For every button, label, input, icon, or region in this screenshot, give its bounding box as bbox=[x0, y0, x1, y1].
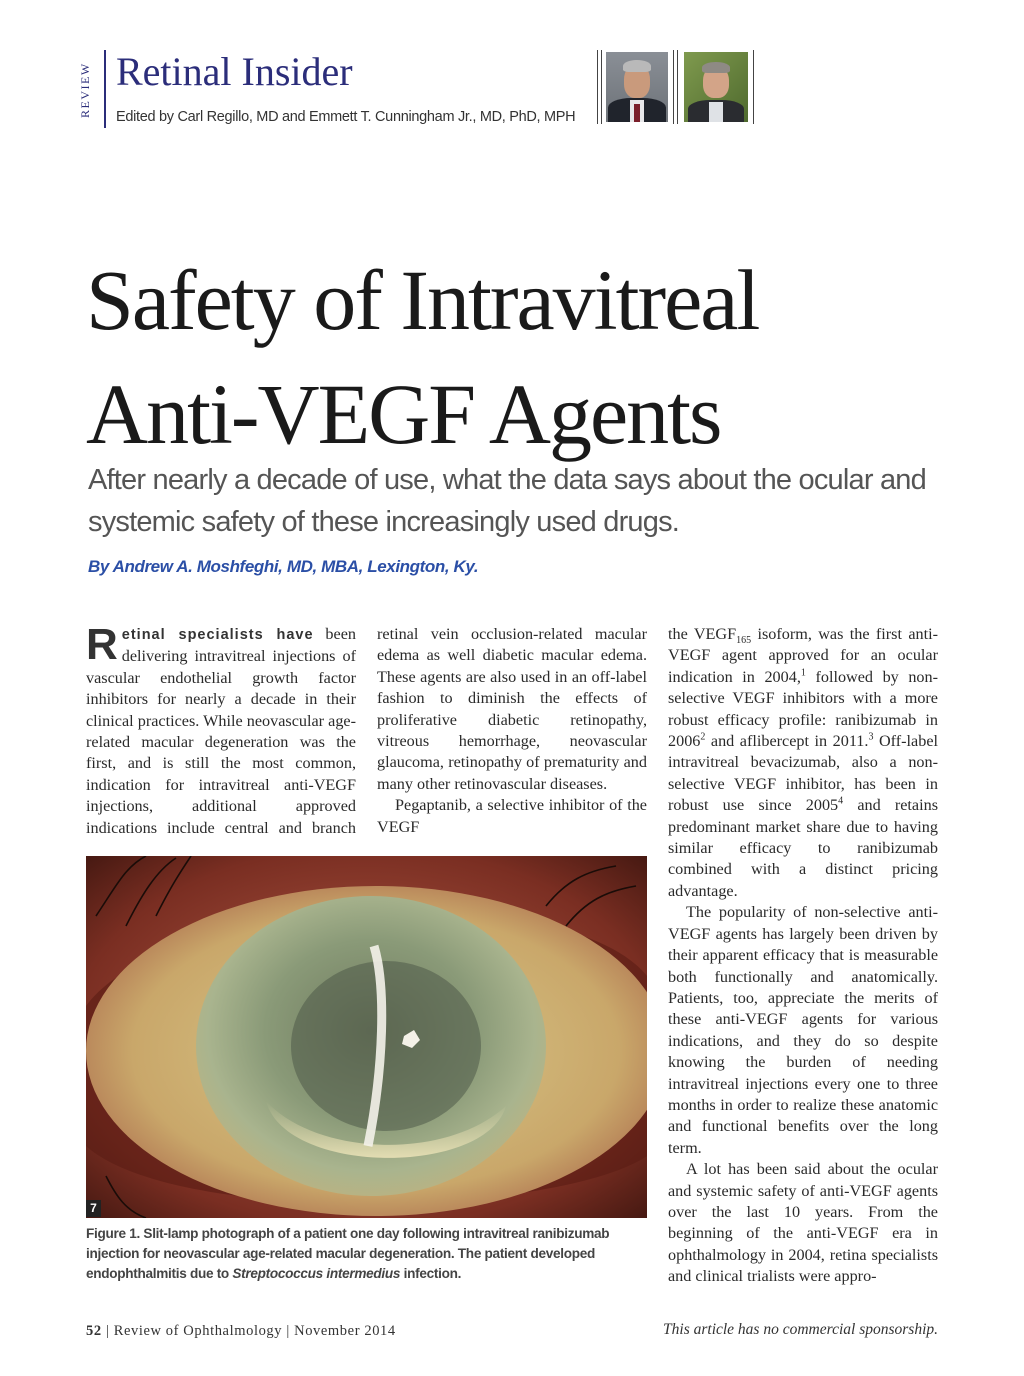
eye-illustration bbox=[86, 856, 647, 1218]
photo-divider-mid-2 bbox=[677, 50, 678, 124]
page-number: 52 bbox=[86, 1323, 102, 1339]
footer-sep-1: | bbox=[105, 1323, 110, 1339]
paragraph-2 bbox=[668, 624, 938, 902]
review-tag: REVIEW bbox=[78, 62, 92, 118]
vegf-text: the VEGF bbox=[668, 625, 737, 643]
caption-text: Figure 1. Slit-lamp photograph of a patient one day following intravitreal ranibizumab injection for neovascular age-related macular degeneration. The patient developed endophthalmitis due to bbox=[86, 1226, 610, 1281]
caption-organism: Streptococcus intermedius bbox=[232, 1266, 401, 1281]
section-title: Retinal Insider bbox=[116, 49, 353, 94]
pupil-area bbox=[291, 961, 481, 1131]
article-headline bbox=[86, 243, 946, 471]
footer-left bbox=[86, 1323, 396, 1340]
photo-divider-mid bbox=[673, 50, 674, 124]
body-columns-flow bbox=[86, 624, 647, 844]
headline-line-2: Anti-VEGF Agents bbox=[86, 366, 721, 462]
caption-end: infection. bbox=[400, 1266, 462, 1281]
paragraph-2-start bbox=[377, 795, 647, 838]
article-dek: After nearly a decade of use, what the data says about the ocular and systemic safety of these increasingly used drugs. bbox=[88, 464, 926, 538]
vegf-isoform-sub: 165 bbox=[736, 635, 752, 647]
photo-divider-left bbox=[597, 50, 598, 124]
ref-2: 2 bbox=[700, 731, 706, 743]
figure-badge: 7 bbox=[86, 1200, 101, 1217]
byline: By Andrew A. Moshfeghi, MD, MBA, Lexington, Ky. bbox=[88, 557, 479, 576]
editor-photo-regillo bbox=[606, 52, 668, 122]
body-column-3 bbox=[668, 624, 938, 1294]
footer-sep-2: | bbox=[286, 1323, 290, 1339]
paragraph-2-f: and retains predominant market share due to having similar efficacy to ranibizumab combined with a distinct pricing advantage. bbox=[668, 796, 938, 900]
header-divider bbox=[104, 50, 106, 128]
ref-3: 3 bbox=[868, 731, 874, 743]
paragraph-4: A lot has been said about the ocular and systemic safety of anti-VEGF agents over the last 10 years. From the beginning of the anti-VEGF era in ophthalmology in 2004, retina specialists and clinical trialists were appro- bbox=[668, 1160, 938, 1286]
journal-name: Review of Ophthalmology bbox=[113, 1323, 283, 1339]
figure-caption bbox=[86, 1224, 647, 1284]
paragraph-2-b: isoform, was the first anti-VEGF agent approved for an ocular indication in 2004, bbox=[668, 625, 938, 686]
paragraph-2-d: and aflibercept in 2011. bbox=[705, 732, 869, 751]
issue-date: November 2014 bbox=[294, 1323, 396, 1339]
photo-divider-left-2 bbox=[601, 50, 602, 124]
paragraph-2-e: Off-label intravitreal bevacizumab, also a non-selective VEGF inhibitor, has been in robust use since 2005 bbox=[668, 732, 938, 815]
ref-1: 1 bbox=[800, 667, 806, 679]
lead-in-flow: etinal specialists have bbox=[121, 627, 314, 643]
headline-line-1: Safety of Intravitreal bbox=[86, 252, 759, 348]
drop-cap-flow: R bbox=[86, 624, 118, 669]
editors-line: Edited by Carl Regillo, MD and Emmett T. Cunningham Jr., MD, PhD, MPH bbox=[116, 109, 576, 125]
paragraph-3: The popularity of non-selective anti-VEGF agents has largely been driven by their apparent efficacy that is measurable both functionally and anatomically. Patients, too, appreciate the merits of these anti-VEGF agents for various indications, and they do so despite knowing the burden of needing intravitreal injections every one to three months in order to realize these anatomic and functional benefits over the long term. bbox=[668, 903, 938, 1157]
figure-eye-photo bbox=[86, 856, 647, 1218]
photo-divider-right bbox=[753, 50, 754, 124]
editor-photo-cunningham bbox=[684, 52, 748, 122]
paragraph-2-c: followed by non-selective VEGF inhibitors with a more robust efficacy profile: ranibizumab in 2006 bbox=[668, 667, 938, 751]
ref-4: 4 bbox=[838, 795, 844, 807]
sponsorship-note: This article has no commercial sponsorship. bbox=[663, 1321, 938, 1338]
paragraph-1-flow-text: been delivering intravitreal injections of vascular endothelial growth factor inhibitors for nearly a decade in their clinical practices. While neovascular age-related macular degeneration was the first, and is still the most common, indication for intravitreal anti-VEGF injections, additional approved indications include central and branch retinal vein occlusion-related macular edema as well diabetic macular edema. These agents are also used in an off-label fashion to diminish the effects of proliferative diabetic retinopathy, vitreous hemorrhage, neovascular glaucoma, retinopathy of prematurity and many other retinovascular diseases. bbox=[86, 625, 647, 837]
paragraph-2-lead: Pegaptanib, a selective inhibitor of the VEGF bbox=[377, 796, 647, 836]
